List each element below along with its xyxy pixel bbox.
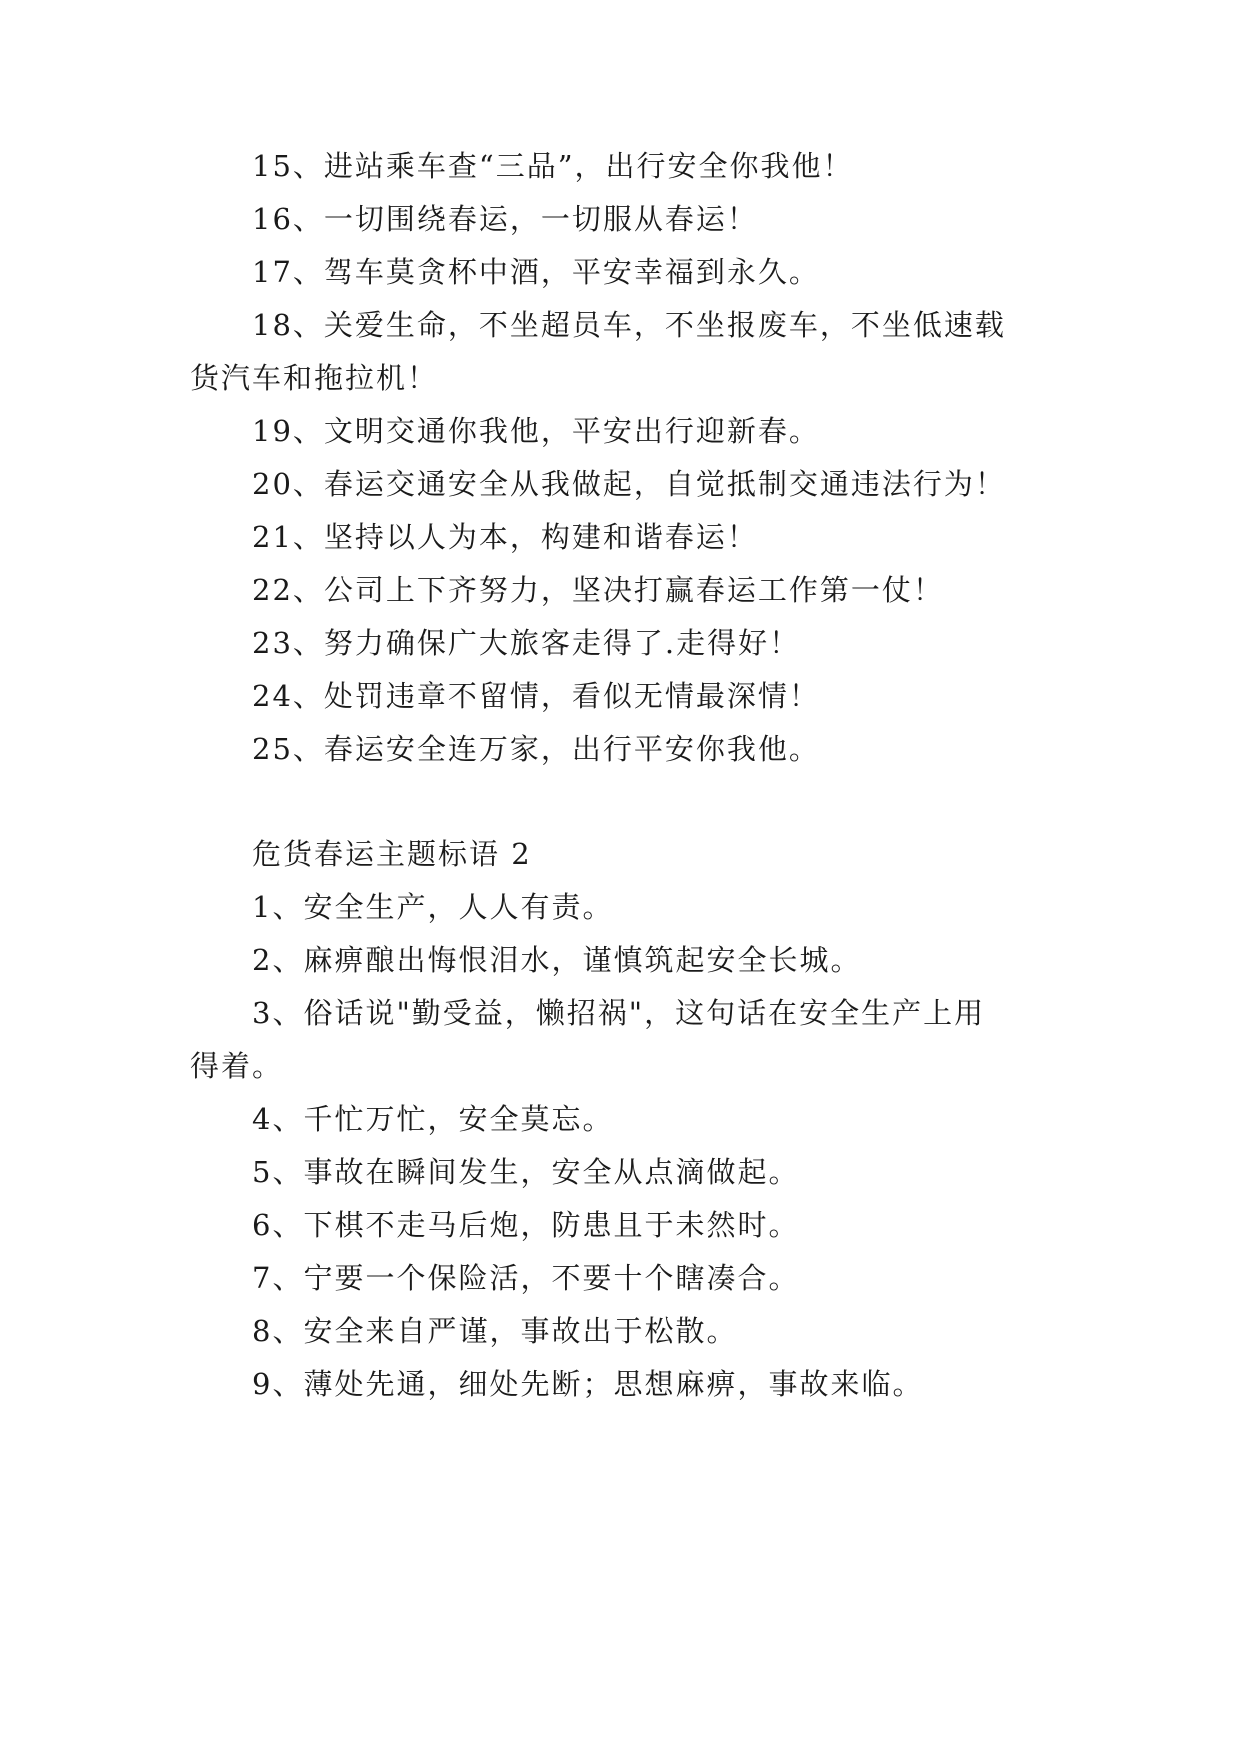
- slogan-3: 3、俗话说"勤受益，懒招祸"，这句话在安全生产上用: [252, 996, 986, 1030]
- slogan-17: 17、驾车莫贪杯中酒，平安幸福到永久。: [252, 255, 820, 289]
- slogan-7: 7、宁要一个保险活，不要十个瞎凑合。: [252, 1261, 800, 1295]
- slogan-1: 1、安全生产，人人有责。: [252, 890, 614, 924]
- section-title: 危货春运主题标语 2: [252, 837, 532, 871]
- slogan-22: 22、公司上下齐努力，坚决打赢春运工作第一仗！: [252, 573, 944, 607]
- slogan-21: 21、坚持以人为本，构建和谐春运！: [252, 520, 758, 554]
- slogan-2: 2、麻痹酿出悔恨泪水，谨慎筑起安全长城。: [252, 943, 862, 977]
- slogan-24: 24、处罚违章不留情，看似无情最深情！: [252, 679, 820, 713]
- slogan-6: 6、下棋不走马后炮，防患且于未然时。: [252, 1208, 800, 1242]
- slogan-4: 4、千忙万忙，安全莫忘。: [252, 1102, 614, 1136]
- slogan-9: 9、薄处先通，细处先断；思想麻痹，事故来临。: [252, 1367, 924, 1401]
- slogan-15: 15、进站乘车查“三品”，出行安全你我他！: [252, 149, 854, 183]
- slogan-18: 18、关爱生命，不坐超员车，不坐报废车，不坐低速载: [252, 308, 1006, 342]
- slogan-18-continuation: 货汽车和拖拉机！: [190, 361, 439, 395]
- slogan-5: 5、事故在瞬间发生，安全从点滴做起。: [252, 1155, 800, 1189]
- slogan-19: 19、文明交通你我他，平安出行迎新春。: [252, 414, 820, 448]
- slogan-20: 20、春运交通安全从我做起，自觉抵制交通违法行为！: [252, 467, 1006, 501]
- slogan-25: 25、春运安全连万家，出行平安你我他。: [252, 732, 820, 766]
- slogan-23: 23、努力确保广大旅客走得了.走得好！: [252, 626, 801, 660]
- slogan-8: 8、安全来自严谨，事故出于松散。: [252, 1314, 738, 1348]
- slogan-3-continuation: 得着。: [190, 1049, 284, 1083]
- slogan-16: 16、一切围绕春运，一切服从春运！: [252, 202, 758, 236]
